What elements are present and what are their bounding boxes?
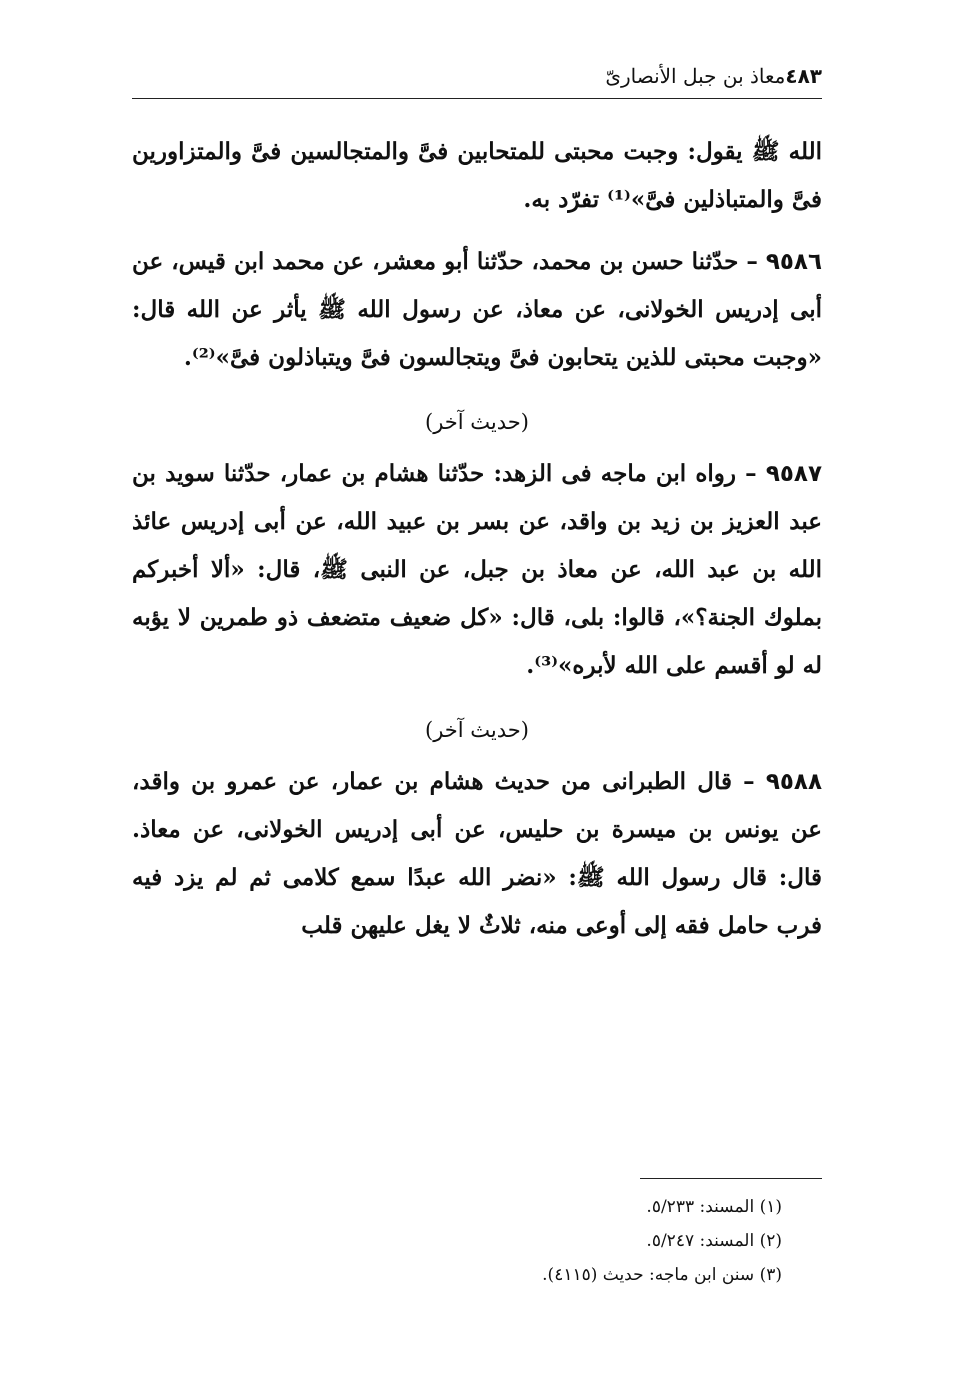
hadith-9587 [132,450,822,690]
hadith-number: ٩٥٨٧ [765,461,822,487]
footnote-3: (٣) سنن ابن ماجه: حديث (٤١١٥). [542,1265,782,1285]
paragraph-text: – قال الطبرانى من حديث هشام بن عمار، عن عمرو بن واقد، عن يونس بن ميسرة بن حليس، عن أبى إدريس الخولانى، عن معاذ. قال: قال رسول الله ﷺ: «نضر الله عبدًا سمع كلامى ثم لم يزد فيه فرب حامل فقه إلى أوعى منه، ثلاثٌ لا يغل عليهن قلب [132,768,822,939]
header-rule [132,98,822,99]
hadith-number: ٩٥٨٦ [765,249,822,275]
body-text [132,128,822,964]
footnote-2: (٢) المسند: ٥/٢٤٧. [646,1231,782,1251]
hadith-9588 [132,758,822,950]
section-heading: (حديث آخر) [425,410,529,434]
paragraph-continuation [132,128,822,224]
paragraph-text: – حدّثنا حسن بن محمد، حدّثنا أبو معشر، عن محمد ابن قيس، عن أبى إدريس الخولانى، عن معاذ، عن رسول الله ﷺ يأثر عن الله قال: «وجبت محبتى للذين يتحابون فىَّ ويتجالسون فىَّ ويتباذلون فىَّ»⁽²⁾. [132,248,822,371]
page-number: ٤٨٣ [785,64,822,88]
page-header [132,56,822,96]
paragraph-text: الله ﷺ يقول: وجبت محبتى للمتحابين فىَّ والمتجالسين فىَّ والمتزاورين فىَّ والمتباذلين فىَّ»⁽¹⁾ تفرّد به. [132,138,822,213]
hadith-number: ٩٥٨٨ [765,769,822,795]
paragraph-text: – رواه ابن ماجه فى الزهد: حدّثنا هشام بن عمار، حدّثنا سويد بن عبد العزيز بن زيد بن واقد، عن بسر بن عبيد الله، عن أبى إدريس عائذ الله بن عبد الله، عن معاذ بن جبل، عن النبى ﷺ، قال: «ألا أخبركم بملوك الجنة؟»، قالوا: بلى، قال: «كل ضعيف متضعف ذو طمرين لا يؤبه له لو أقسم على الله لأبره»⁽³⁾. [132,460,822,679]
footnote-rule [640,1178,822,1179]
running-title: معاذ بن جبل الأنصارىّ [605,64,786,88]
footnote-1: (١) المسند: ٥/٢٣٣. [646,1197,782,1217]
section-heading: (حديث آخر) [425,718,529,742]
hadith-9586 [132,238,822,382]
footnotes [132,1190,782,1292]
